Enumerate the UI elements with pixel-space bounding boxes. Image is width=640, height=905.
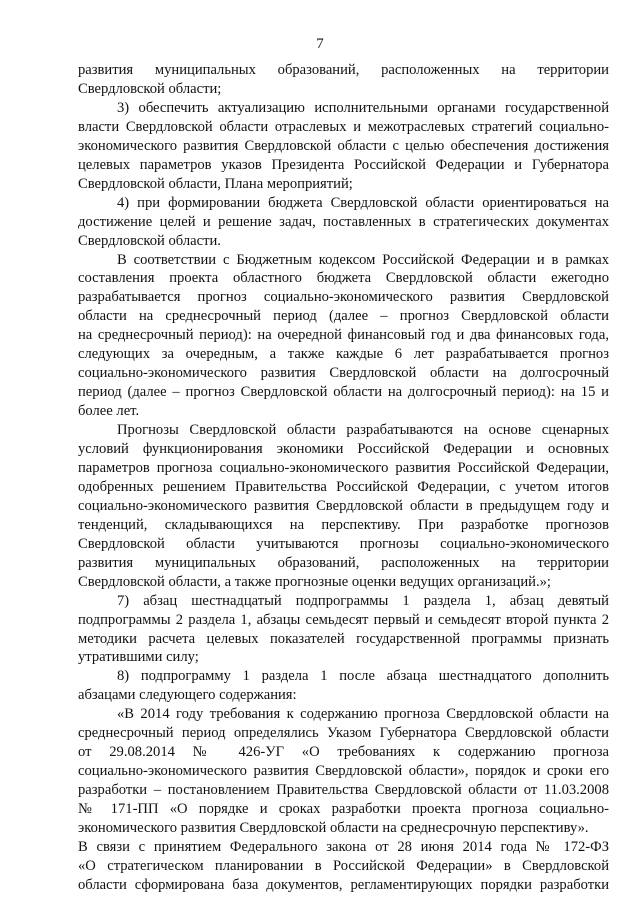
text-line: Свердловской области, Плана мероприятий; (78, 175, 353, 192)
text-line: разрабатывается прогноз социально-экономического развития Свердловской (78, 289, 609, 306)
text-line: более лет. (78, 403, 140, 420)
text-line: период (далее – прогноз Свердловской области на долгосрочный период): на 15 и (78, 384, 609, 401)
text-line: В связи с принятием Федерального закона от 28 июня 2014 года № 172-ФЗ (78, 838, 609, 855)
text-line: «О стратегическом планировании в Российской Федерации» в Свердловской (78, 857, 609, 874)
text-line: от 29.08.2014 № 426-УГ «О требованиях к содержанию прогноза (78, 744, 609, 761)
text-line: тенденций, складывающихся на перспективу. При разработке прогнозов (78, 516, 609, 533)
text-line: развития муниципальных образований, расположенных на территории (78, 62, 609, 78)
text-line: условий функционирования экономики Российской Федерации и основных (78, 441, 609, 457)
text-line: целевых параметров указов Президента Российской Федерации и Губернатора (78, 156, 609, 173)
text-line: экономического развития Свердловской области с целью обеспечения достижения (78, 137, 609, 154)
text-line: одобренных решением Правительства Российской Федерации, с учетом итогов (78, 478, 609, 495)
text-line: Свердловской области, а также прогнозные оценки ведущих организаций.»; (78, 573, 551, 590)
text-line: Прогнозы Свердловской области разрабатываются на основе сценарных (117, 422, 609, 439)
text-line: Свердловской области; (78, 81, 222, 97)
text-line: 7) абзац шестнадцатый подпрограммы 1 раздела 1, абзац девятый (117, 592, 609, 609)
text-line: достижение целей и решение задач, поставленных в стратегических документах (78, 213, 609, 230)
text-line: социально-экономического развития Свердловской области в предыдущем году и (78, 497, 609, 514)
text-line: следующих за очередным, а также каждые 6 лет разрабатывается прогноз (78, 346, 609, 363)
text-line: области на среднесрочный период (далее – прогноз Свердловской области (78, 308, 609, 325)
text-line: методики расчета целевых показателей государственной программы признать (78, 630, 609, 647)
text-line: параметров прогноза социально-экономического развития Российской Федерации, (78, 459, 609, 476)
text-line: 8) подпрограмму 1 раздела 1 после абзаца шестнадцатого дополнить (117, 668, 609, 685)
text-line: 4) при формировании бюджета Свердловской области ориентироваться на (117, 194, 609, 211)
text-line: социально-экономического развития Свердловской области на долгосрочный (78, 365, 609, 382)
text-line: на среднесрочный период): на очередной финансовый год и два финансовых года, (78, 327, 609, 344)
text-line: В соответствии с Бюджетным кодексом Российской Федерации и в рамках (117, 251, 609, 268)
text-line: абзацами следующего содержания: (78, 687, 297, 704)
text-line: утратившими силу; (78, 649, 199, 666)
text-line: № 171-ПП «О порядке и сроках разработки проекта прогноза социально- (78, 801, 609, 817)
text-line: составления проекта областного бюджета Свердловской области ежегодно (78, 270, 609, 287)
page-number: 7 (316, 36, 324, 52)
text-line: «В 2014 году требования к содержанию прогноза Свердловской области на (117, 706, 609, 723)
text-line: социально-экономического развития Свердловской области», порядок и сроки его (78, 763, 609, 780)
text-line: власти Свердловской области отраслевых и межотраслевых стратегий социально- (78, 118, 609, 135)
text-line: разработки – постановлением Правительства Свердловской области от 11.03.2008 (78, 782, 609, 799)
text-line: 3) обеспечить актуализацию исполнительными органами государственной (117, 99, 609, 116)
text-line: среднесрочный период определялись Указом Губернатора Свердловской области (78, 725, 609, 742)
text-line: Свердловской области. (78, 232, 221, 249)
text-line: подпрограммы 2 раздела 1, абзацы семьдесят первый и семьдесят второй пункта 2 (78, 611, 609, 628)
text-line: экономического развития Свердловской области на среднесрочную перспективу». (78, 820, 589, 836)
text-line: развития муниципальных образований, расположенных на территории (78, 554, 609, 571)
text-line: Свердловской области учитываются прогнозы социально-экономического (78, 535, 609, 552)
text-line: области сформирована база документов, регламентирующих порядки разработки (78, 876, 609, 893)
